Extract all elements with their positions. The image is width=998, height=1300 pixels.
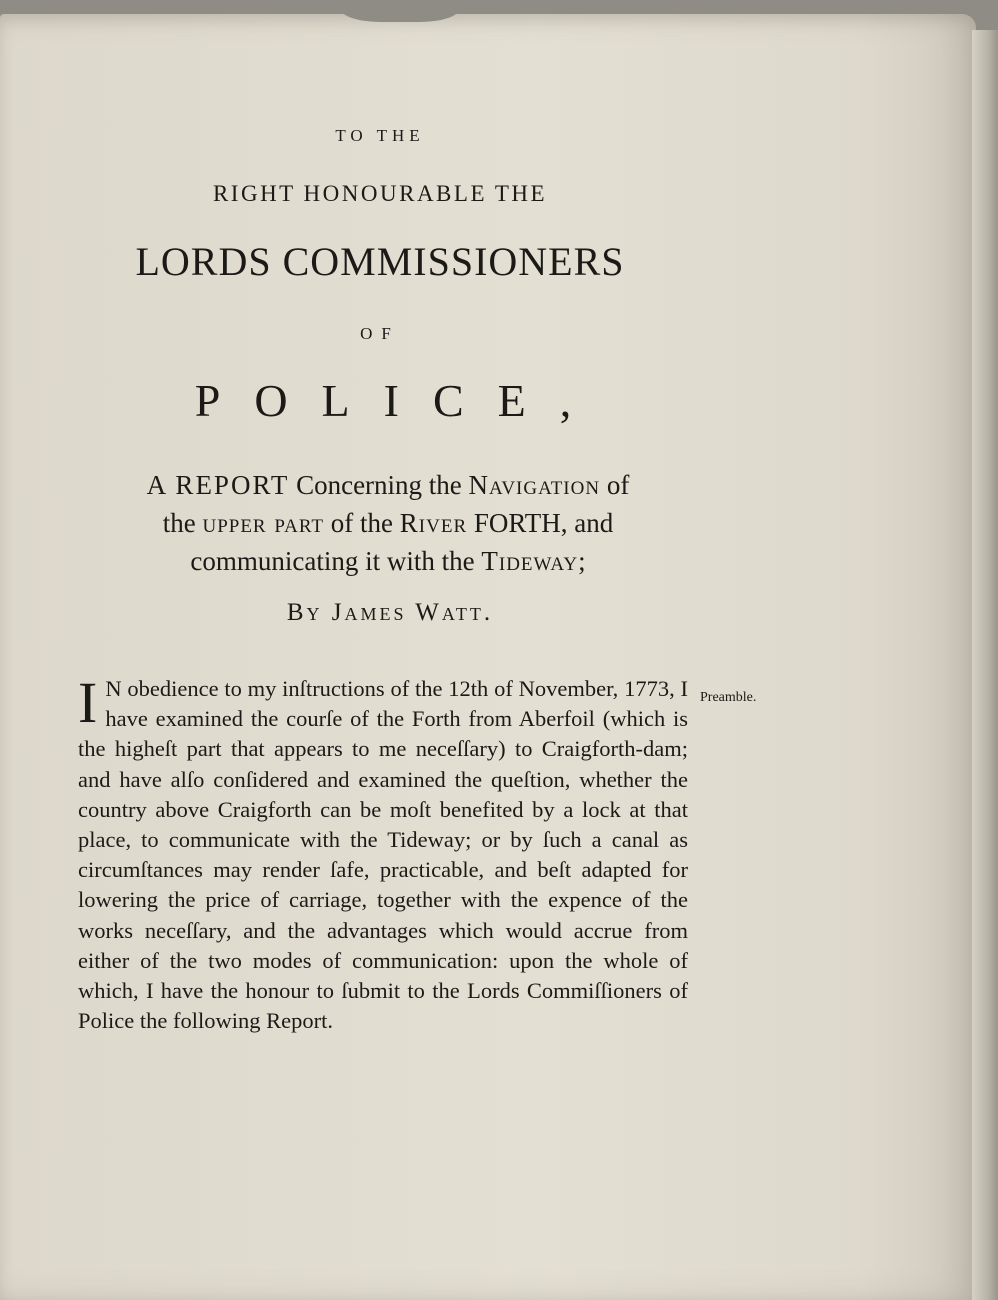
heading-lords-commissioners: LORDS COMMISSIONERS — [135, 239, 625, 284]
body-text: N obedience to my inſtructions of the 12th of November, 1773, I have examined the courſe of the Forth from Aberfoil (which is the higheſt part that appears to me neceſſary) to Craigforth-dam; and have alſo conſidered and examined the queſtion, whether the country above Craigforth can be moſt benefited by a lock at that place, to communicate with the Tideway; or by ſuch a canal as circumſtances may render ſafe, practicable, and beſt adapted for lowering the price of carriage, together with the expence of the works neceſſary, and the advantages which would accrue from either of the two modes of communication: upon the whole of which, I have the honour to ſubmit to the Lords Commiſſioners of Police the following Report. — [78, 676, 688, 1034]
report-title-navigation: Navigation — [468, 470, 601, 500]
report-title-and: , and — [560, 508, 614, 538]
report-title-river: River — [399, 508, 468, 538]
heading-police: POLICE, — [194, 375, 606, 426]
heading-of: OF — [360, 324, 400, 343]
report-title-communicating: communicating it with the — [190, 546, 482, 576]
report-title-upper-part: upper part — [202, 508, 325, 538]
report-title-of: of — [600, 470, 630, 500]
margin-note-preamble: Preamble. — [700, 690, 757, 705]
byline: By James Watt. — [286, 599, 494, 626]
body-paragraph — [78, 670, 688, 1036]
report-title — [78, 466, 698, 580]
report-title-semicolon: ; — [578, 546, 586, 576]
report-title-concerning: Concerning the — [289, 470, 469, 500]
heading-right-honourable: RIGHT HONOURABLE THE — [212, 181, 548, 206]
document-page — [0, 14, 976, 1300]
torn-page-top — [340, 0, 460, 22]
page-stack-edge — [972, 30, 998, 1300]
report-title-forth: FORTH — [467, 508, 561, 538]
report-title-of-the: of the — [324, 508, 400, 538]
report-title-the: the — [162, 508, 203, 538]
drop-cap: I — [78, 670, 98, 735]
heading-to-the: TO THE — [335, 126, 425, 145]
report-title-a-report: A REPORT — [146, 470, 290, 500]
report-title-tideway: Tideway — [481, 546, 579, 576]
